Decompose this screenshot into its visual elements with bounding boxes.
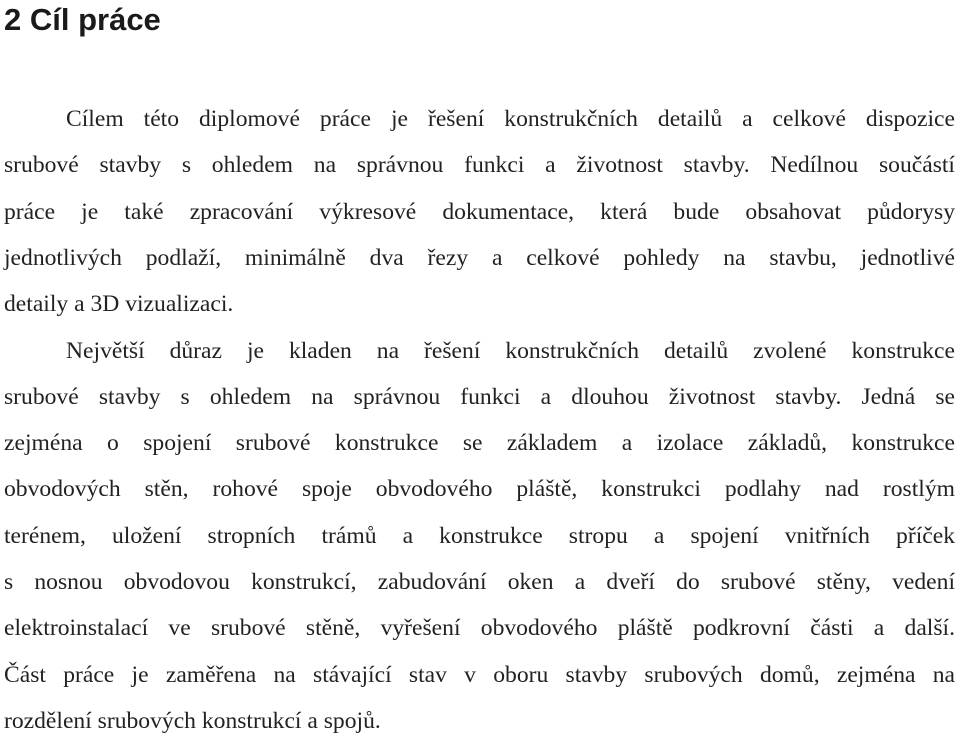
- paragraph-line: Cílem této diplomové práce je řešení konstrukčních detailů a celkové dispozice: [66, 106, 955, 132]
- paragraph-line: obvodových stěn, rohové spoje obvodového pláště, konstrukci podlahy nad rostlým: [4, 476, 955, 502]
- paragraph-line: srubové stavby s ohledem na správnou funkci a životnost stavby. Nedílnou součástí: [4, 152, 955, 178]
- paragraph-line: jednotlivých podlaží, minimálně dva řezy a celkové pohledy na stavbu, jednotlivé: [4, 245, 955, 271]
- section-heading: 2 Cíl práce: [4, 2, 161, 37]
- paragraph-line: Část práce je zaměřena na stávající stav v oboru stavby srubových domů, zejména na: [4, 662, 955, 688]
- paragraph-line: zejména o spojení srubové konstrukce se základem a izolace základů, konstrukce: [4, 430, 955, 456]
- paragraph-line: s nosnou obvodovou konstrukcí, zabudování oken a dveří do srubové stěny, vedení: [4, 569, 955, 595]
- paragraph-line: elektroinstalací ve srubové stěně, vyřešení obvodového pláště podkrovní části a další.: [4, 615, 955, 641]
- paragraph-line: srubové stavby s ohledem na správnou funkci a dlouhou životnost stavby. Jedná se: [4, 384, 955, 410]
- paragraph-line: rozdělení srubových konstrukcí a spojů.: [4, 708, 381, 734]
- paragraph-line: detaily a 3D vizualizaci.: [4, 291, 234, 317]
- paragraph-line: práce je také zpracování výkresové dokumentace, která bude obsahovat půdorysy: [4, 199, 955, 225]
- paragraph-line: terénem, uložení stropních trámů a konstrukce stropu a spojení vnitřních příček: [4, 523, 955, 549]
- paragraph-line: Největší důraz je kladen na řešení konstrukčních detailů zvolené konstrukce: [66, 338, 955, 364]
